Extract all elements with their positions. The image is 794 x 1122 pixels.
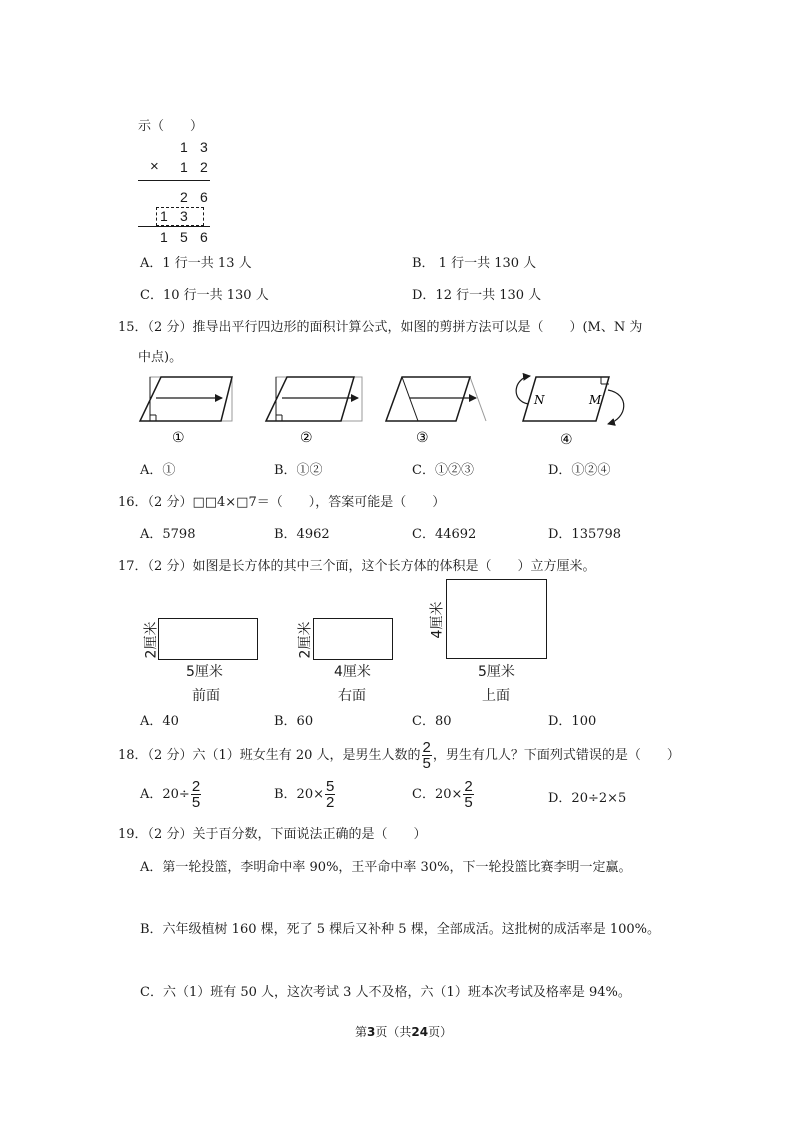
figure-3-label: ③: [416, 430, 429, 446]
front-face-height: 2厘米: [143, 621, 160, 659]
figure-2: [266, 377, 362, 421]
q18-a-text: A．20÷: [140, 787, 190, 802]
frac-den: 5: [464, 794, 473, 811]
right-face-length: 4厘米: [334, 664, 371, 680]
q17-option-b[interactable]: B．60: [274, 714, 314, 729]
calc-r4-d2: 3: [180, 208, 188, 224]
figure-1-label: ①: [172, 430, 185, 446]
q18-b-fraction: [325, 779, 335, 810]
q18-stem-pre: 18．（2 分）六（1）班女生有 20 人，是男生人数的: [118, 748, 421, 763]
figure-2-label: ②: [300, 430, 313, 446]
front-face-name: 前面: [192, 688, 220, 704]
q18-c-text: C．20×: [412, 787, 463, 802]
q16-option-d[interactable]: D．135798: [548, 527, 622, 542]
point-m-label: M: [589, 393, 602, 407]
frac-num: 2: [191, 778, 201, 795]
footer-total-pages: 24: [411, 1025, 429, 1039]
q17-option-c[interactable]: C．80: [412, 714, 452, 729]
q14-vertical-calc: [138, 136, 218, 248]
q14-stem-tail: 示（ ）: [138, 119, 204, 134]
footer-pre: 第: [355, 1025, 368, 1039]
q18-stem-fraction: [422, 740, 432, 771]
q15-figures: [130, 368, 640, 450]
q15-option-a[interactable]: A．①: [140, 463, 176, 478]
point-n-label: N: [534, 393, 545, 407]
q15-option-d[interactable]: D．①②④: [548, 463, 611, 478]
calc-r5-d1: 1: [160, 229, 168, 245]
q18-stem: [118, 740, 680, 771]
calc-r3-d1: 2: [180, 189, 188, 205]
frac-den: 2: [326, 794, 335, 811]
figure-4-label: ④: [560, 432, 573, 448]
calc-r1-d2: 3: [200, 139, 208, 155]
q18-b-text: B．20×: [274, 787, 324, 802]
page-footer: [355, 1023, 452, 1040]
q15-option-b[interactable]: B．①②: [274, 463, 323, 478]
q18-stem-post: ，男生有几人？下面列式错误的是（ ）: [432, 748, 680, 763]
calc-r2-d1: 1: [180, 159, 188, 175]
frac-num: 5: [326, 778, 335, 795]
calc-r4-d1: 1: [160, 208, 168, 224]
q17-option-d[interactable]: D．100: [548, 714, 597, 729]
q17-option-a[interactable]: A．40: [140, 714, 179, 729]
figure-1: [140, 377, 232, 421]
calc-line-2: [138, 226, 210, 227]
footer-page-number: 3: [367, 1025, 376, 1039]
top-face-height: 4厘米: [429, 601, 446, 639]
top-face-length: 5厘米: [478, 664, 515, 680]
figure-4: [516, 376, 624, 424]
q15-option-c[interactable]: C．①②③: [412, 463, 474, 478]
frac-num: 2: [464, 778, 473, 795]
q16-option-b[interactable]: B．4962: [274, 527, 330, 542]
calc-line-1: [138, 180, 210, 181]
footer-post: 页）: [428, 1025, 453, 1039]
q18-option-c[interactable]: [412, 779, 475, 810]
right-face-name: 右面: [338, 688, 366, 704]
right-face-rect: [313, 618, 393, 660]
footer-mid: 页（共: [375, 1025, 412, 1039]
q16-option-a[interactable]: A．5798: [140, 527, 196, 542]
q19-stem: 19．（2 分）关于百分数，下面说法正确的是（ ）: [118, 827, 427, 842]
q18-option-b[interactable]: [274, 779, 336, 810]
frac-den: 5: [191, 794, 201, 811]
top-face-rect: [446, 579, 547, 659]
q16-option-c[interactable]: C．44692: [412, 527, 477, 542]
frac-num: 2: [422, 739, 431, 756]
right-face-height: 2厘米: [297, 621, 314, 659]
frac-den: 5: [422, 755, 431, 772]
q16-stem: 16．（2 分）□□4×□7＝（ ），答案可能是（ ）: [118, 495, 446, 510]
q14-option-c[interactable]: C．10 行一共 130 人: [140, 288, 269, 303]
q19-option-a[interactable]: A．第一轮投篮，李明命中率 90%，王平命中率 30%，下一轮投篮比赛李明一定赢。: [140, 860, 632, 875]
q19-option-b[interactable]: B．六年级植树 160 棵，死了 5 棵后又补种 5 棵，全部成活。这批树的成活率是 100%。: [140, 922, 661, 937]
calc-r5-d3: 6: [200, 229, 208, 245]
q15-stem-line2: 中点)。: [138, 350, 183, 365]
q17-stem: 17．（2 分）如图是长方体的其中三个面，这个长方体的体积是（ ）立方厘米。: [118, 559, 596, 574]
calc-times-sign: ×: [150, 158, 159, 175]
q15-stem-line1: 15．（2 分）推导出平行四边形的面积计算公式，如图的剪拼方法可以是（ ）(M、N 为: [118, 320, 643, 335]
q19-option-c[interactable]: C．六（1）班有 50 人，这次考试 3 人不及格，六（1）班本次考试及格率是 94%。: [140, 985, 631, 1000]
front-face-length: 5厘米: [186, 664, 223, 680]
calc-r1-d1: 1: [180, 139, 188, 155]
calc-r3-d2: 6: [200, 189, 208, 205]
q14-option-b[interactable]: B． 1 行一共 130 人: [412, 256, 537, 271]
q18-option-d[interactable]: D．20÷2×5: [548, 791, 627, 806]
front-face-rect: [158, 618, 258, 660]
q18-option-a[interactable]: [140, 779, 202, 810]
q18-a-fraction: [191, 779, 201, 810]
calc-r2-d2: 2: [200, 159, 208, 175]
figure-3: [386, 377, 486, 421]
q14-option-d[interactable]: D．12 行一共 130 人: [412, 288, 542, 303]
q14-option-a[interactable]: A．1 行一共 13 人: [140, 256, 252, 271]
top-face-name: 上面: [482, 688, 510, 704]
q18-c-fraction: [463, 779, 473, 810]
calc-r5-d2: 5: [180, 229, 188, 245]
